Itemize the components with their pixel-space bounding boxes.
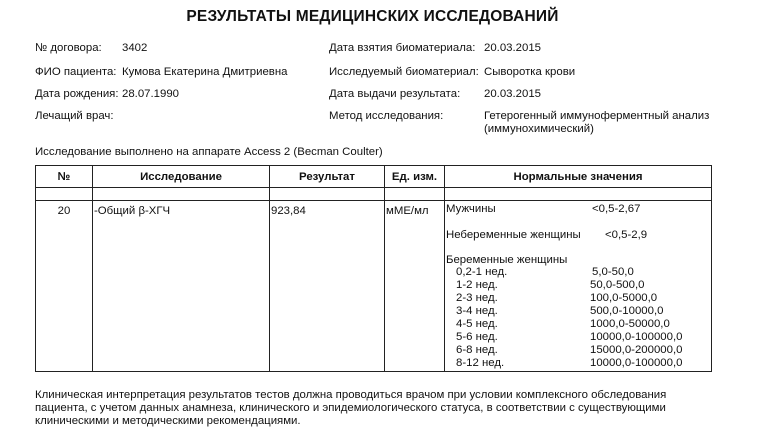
birth-date-label: Дата рождения: <box>35 88 119 100</box>
row-unit: мМЕ/мл <box>386 205 429 217</box>
col-header-num: № <box>57 171 71 183</box>
method-value-line2: (иммунохимический) <box>484 123 594 135</box>
footer-disclaimer-line: Клиническая интерпретация результатов тестов должна проводиться врачом при условии комплексного обследования <box>35 389 667 401</box>
footer-disclaimer-line: клиническими и методическими рекомендациями. <box>35 415 301 427</box>
col-header-norm: Нормальные значения <box>513 171 643 183</box>
contract-value: 3402 <box>122 42 148 54</box>
method-label: Метод исследования: <box>329 110 444 122</box>
norm-pregnant-period: 1-2 нед. <box>456 279 498 291</box>
norm-nonpregnant-label: Небеременные женщины <box>446 229 581 241</box>
norm-pregnant-title: Беременные женщины <box>446 254 568 266</box>
row-test-name: -Общий β-ХГЧ <box>94 205 171 217</box>
norm-pregnant-period: 3-4 нед. <box>456 305 498 317</box>
norm-pregnant-value: 50,0-500,0 <box>590 279 645 291</box>
norm-pregnant-value: 10000,0-100000,0 <box>590 331 683 343</box>
sample-date-label: Дата взятия биоматериала: <box>329 42 476 54</box>
issue-date-label: Дата выдачи результата: <box>329 88 461 100</box>
birth-date-value: 28.07.1990 <box>122 88 180 100</box>
col-header-result: Результат <box>299 171 355 183</box>
norm-men-value: <0,5-2,67 <box>592 203 641 215</box>
norm-pregnant-period: 8-12 нед. <box>456 357 505 369</box>
doctor-label: Лечащий врач: <box>35 110 114 122</box>
patient-name-label: ФИО пациента: <box>35 66 117 78</box>
issue-date-value: 20.03.2015 <box>484 88 542 100</box>
biomaterial-value: Сыворотка крови <box>484 66 576 78</box>
norm-pregnant-value: 10000,0-100000,0 <box>590 357 683 369</box>
row-result: 923,84 <box>271 205 306 217</box>
col-header-test: Исследование <box>140 171 222 183</box>
norm-pregnant-value: 1000,0-50000,0 <box>590 318 670 330</box>
col-header-unit: Ед. изм. <box>391 171 438 183</box>
norm-pregnant-period: 0,2-1 нед. <box>456 266 508 278</box>
norm-pregnant-value: 100,0-5000,0 <box>590 292 658 304</box>
footer-disclaimer-line: пациента, с учетом данных анамнеза, клинического и эпидемиологического статуса, в соответствии с существующими <box>35 402 666 414</box>
method-value: Гетерогенный иммуноферментный анализ <box>484 110 710 122</box>
norm-pregnant-period: 4-5 нед. <box>456 318 498 330</box>
norm-pregnant-value: 5,0-50,0 <box>592 266 634 278</box>
patient-name-value: Кумова Екатерина Дмитриевна <box>122 66 288 78</box>
page-title: РЕЗУЛЬТАТЫ МЕДИЦИНСКИХ ИССЛЕДОВАНИЙ <box>186 8 559 25</box>
norm-pregnant-value: 15000,0-200000,0 <box>590 344 683 356</box>
norm-pregnant-period: 6-8 нед. <box>456 344 498 356</box>
norm-pregnant-value: 500,0-10000,0 <box>590 305 664 317</box>
contract-label: № договора: <box>35 42 102 54</box>
norm-nonpregnant-value: <0,5-2,9 <box>605 229 648 241</box>
row-num: 20 <box>57 205 71 217</box>
norm-pregnant-period: 5-6 нед. <box>456 331 498 343</box>
device-note: Исследование выполнено на аппарате Access 2 (Becman Coulter) <box>35 146 383 158</box>
biomaterial-label: Исследуемый биоматериал: <box>329 66 479 78</box>
norm-pregnant-period: 2-3 нед. <box>456 292 498 304</box>
norm-men-label: Мужчины <box>446 203 496 215</box>
sample-date-value: 20.03.2015 <box>484 42 542 54</box>
